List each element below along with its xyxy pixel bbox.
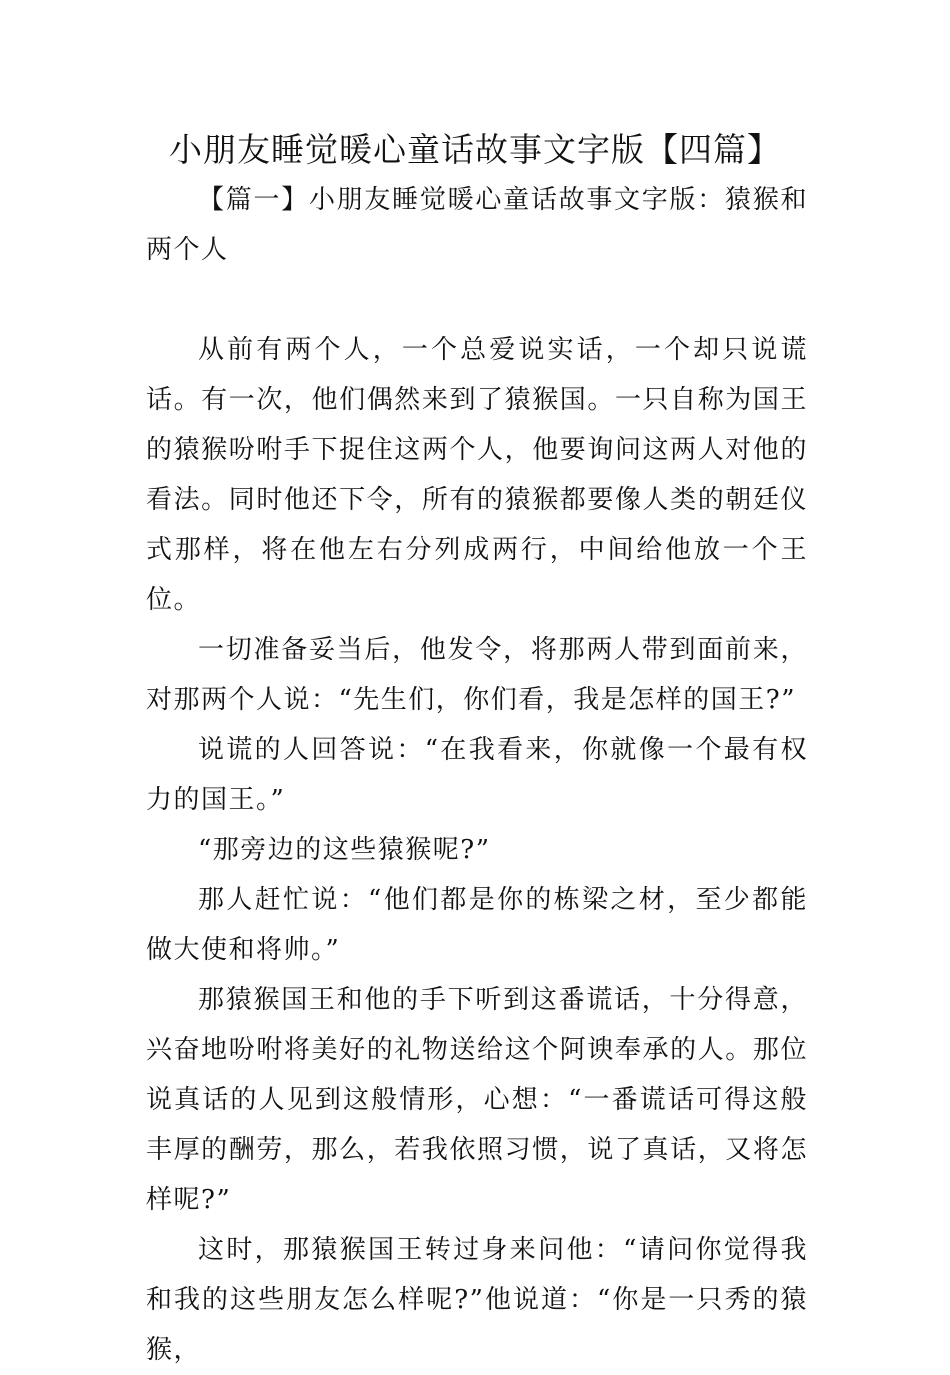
- document-title: 小朋友睡觉暖心童话故事文字版【四篇】: [169, 130, 781, 169]
- paragraph: 那猿猴国王和他的手下听到这番谎话，十分得意，兴奋地吩咐将美好的礼物送给这个阿谀奉承的人。那位说真话的人见到这般情形，心想：“一番谎话可得这般丰厚的酬劳，那么，若我依照习惯，说了真话，又将怎样呢?”: [146, 985, 808, 1215]
- paragraph: 说谎的人回答说：“在我看来，你就像一个最有权力的国王。”: [146, 735, 808, 815]
- paragraph: 那人赶忙说：“他们都是你的栋梁之材，至少都能做大使和将帅。”: [146, 885, 808, 965]
- paragraph: “那旁边的这些猿猴呢?”: [198, 835, 491, 865]
- paragraph: 一切准备妥当后，他发令，将那两人带到面前来，对那两个人说：“先生们，你们看，我是怎样的国王?”: [146, 635, 808, 715]
- document-body: [146, 175, 808, 1375]
- section-heading: 【篇一】小朋友睡觉暖心童话故事文字版：猿猴和两个人: [146, 185, 808, 265]
- paragraph: 这时，那猿猴国王转过身来问他：“请问你觉得我和我的这些朋友怎么样呢?”他说道：“你是一只秀的猿猴，: [146, 1235, 808, 1365]
- paragraph: 从前有两个人，一个总爱说实话，一个却只说谎话。有一次，他们偶然来到了猿猴国。一只自称为国王的猿猴吩咐手下捉住这两个人，他要询问这两人对他的看法。同时他还下令，所有的猿猴都要像人类的朝廷仪式那样，将在他左右分列成两行，中间给他放一个王位。: [146, 335, 808, 615]
